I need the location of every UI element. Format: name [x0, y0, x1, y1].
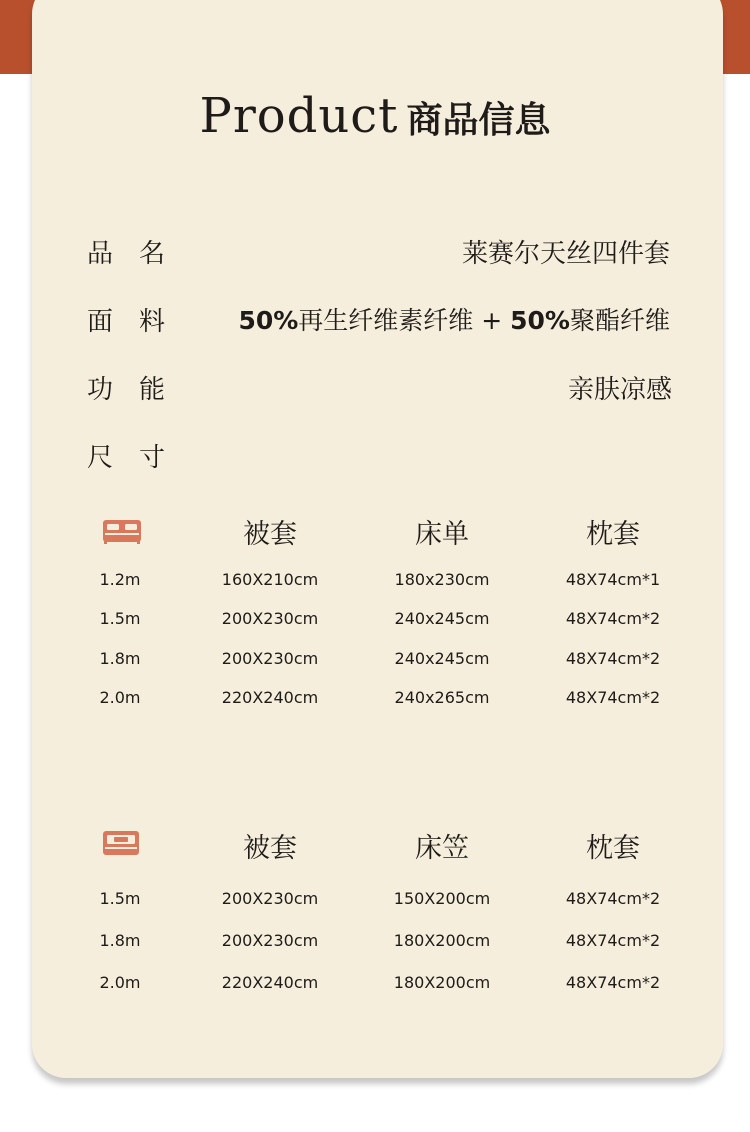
fabric-percent-2: 50% — [510, 306, 570, 335]
table-row — [0, 973, 750, 997]
fabric-part-1: 再生纤维素纤维 + — [298, 306, 511, 335]
column-header: 被套 — [243, 833, 297, 864]
size-cell: 1.8m — [99, 931, 141, 950]
pillowcase-cell: 48X74cm*2 — [565, 973, 661, 992]
column-header: 枕套 — [586, 519, 640, 550]
fabric-percent-1: 50% — [238, 306, 299, 335]
size-cell: 2.0m — [99, 973, 141, 992]
duvet-cell: 200X230cm — [221, 931, 319, 950]
column-header: 床笠 — [415, 833, 469, 864]
size-cell: 1.8m — [99, 649, 141, 668]
table-header — [0, 826, 750, 864]
table-row — [0, 889, 750, 913]
fabric-part-2: 聚酯纤维 — [569, 306, 670, 335]
table-header — [0, 512, 750, 550]
fitted-sheet-cell: 150X200cm — [393, 889, 491, 908]
info-label: 品名 — [87, 239, 192, 269]
info-label: 尺寸 — [87, 443, 192, 473]
table-row — [0, 688, 750, 712]
pillowcase-cell: 48X74cm*2 — [565, 931, 661, 950]
title-english: Product — [199, 88, 399, 144]
size-cell: 1.2m — [99, 570, 141, 589]
fitted-sheet-cell: 180X200cm — [393, 973, 491, 992]
info-label: 面料 — [87, 307, 192, 337]
info-row-size — [0, 437, 750, 477]
info-value: 亲肤凉感 — [567, 375, 672, 405]
column-header: 被套 — [243, 519, 297, 550]
table-row — [0, 931, 750, 955]
table-row — [0, 649, 750, 673]
pillowcase-cell: 48X74cm*2 — [565, 688, 661, 707]
size-cell: 1.5m — [99, 889, 141, 908]
info-row-name — [0, 233, 750, 273]
size-cell: 2.0m — [99, 688, 141, 707]
duvet-cell: 200X230cm — [221, 609, 319, 628]
pillowcase-cell: 48X74cm*2 — [565, 649, 661, 668]
fitted-sheet-bed-icon — [102, 830, 140, 856]
duvet-cell: 220X240cm — [221, 973, 319, 992]
pillowcase-cell: 48X74cm*1 — [565, 570, 661, 589]
info-row-function — [0, 369, 750, 409]
duvet-cell: 200X230cm — [221, 649, 319, 668]
title-chinese: 商品信息 — [406, 100, 551, 141]
pillowcase-cell: 48X74cm*2 — [565, 889, 661, 908]
pillowcase-cell: 48X74cm*2 — [565, 609, 661, 628]
page-title — [0, 88, 750, 144]
info-value-fabric — [238, 301, 670, 337]
table-row — [0, 570, 750, 594]
info-value: 莱赛尔天丝四件套 — [461, 239, 670, 269]
column-header: 枕套 — [586, 833, 640, 864]
sheet-cell: 180x230cm — [394, 570, 490, 589]
duvet-cell: 220X240cm — [221, 688, 319, 707]
duvet-cell: 200X230cm — [221, 889, 319, 908]
fitted-sheet-cell: 180X200cm — [393, 931, 491, 950]
table-row — [0, 609, 750, 633]
info-row-fabric — [0, 301, 750, 341]
sheet-cell: 240x245cm — [394, 609, 490, 628]
bed-icon — [102, 519, 142, 545]
sheet-cell: 240x245cm — [394, 649, 490, 668]
size-cell: 1.5m — [99, 609, 141, 628]
column-header: 床单 — [415, 519, 469, 550]
info-label: 功能 — [87, 375, 192, 405]
duvet-cell: 160X210cm — [221, 570, 319, 589]
sheet-cell: 240x265cm — [394, 688, 490, 707]
